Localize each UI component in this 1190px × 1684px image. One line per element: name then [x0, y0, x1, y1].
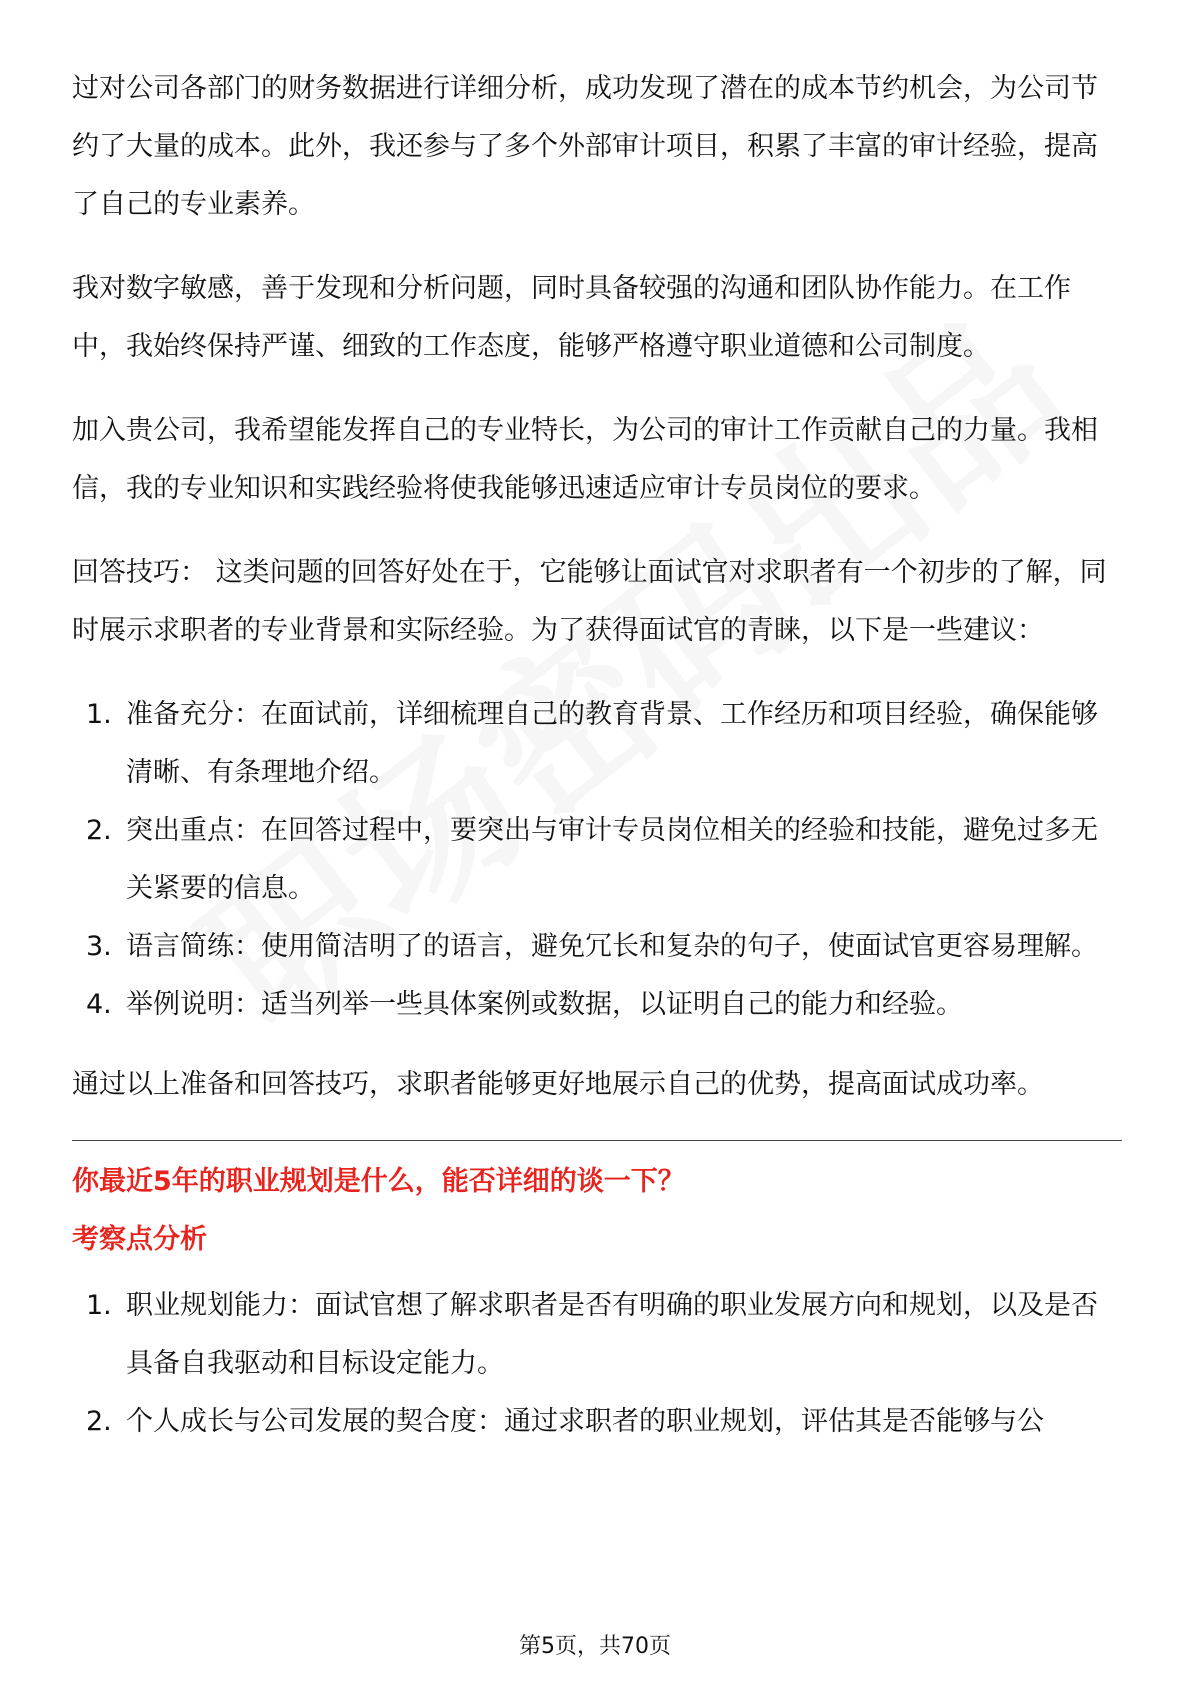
list-number: 2.: [86, 1406, 112, 1437]
list-number: 2.: [86, 815, 112, 846]
paragraph-answer-tips: 回答技巧： 这类问题的回答好处在于，它能够让面试官对求职者有一个初步的了解，同时展示求职者的专业背景和实际经验。为了获得面试官的青睐，以下是一些建议：: [72, 557, 1107, 646]
list-item-text: 职业规划能力：面试官想了解求职者是否有明确的职业发展方向和规划，以及是否具备自我驱动和目标设定能力。: [126, 1290, 1098, 1379]
question-heading: 你最近5年的职业规划是什么，能否详细的谈一下？: [72, 1166, 685, 1197]
analysis-heading: 考察点分析: [72, 1224, 207, 1255]
tips-list: [72, 686, 1122, 1034]
list-item: [72, 976, 1122, 1034]
list-item: [72, 918, 1122, 976]
list-number: 1.: [86, 1290, 112, 1321]
section-divider: [72, 1140, 1122, 1141]
page-number: 第5页，共70页: [519, 1634, 671, 1659]
analysis-list: [72, 1277, 1122, 1451]
paragraph-experience: 过对公司各部门的财务数据进行详细分析，成功发现了潜在的成本节约机会，为公司节约了大量的成本。此外，我还参与了多个外部审计项目，积累了丰富的审计经验，提高了自己的专业素养。: [72, 73, 1098, 220]
list-item-text: 语言简练：使用简洁明了的语言，避免冗长和复杂的句子，使面试官更容易理解。: [126, 931, 1098, 962]
list-number: 1.: [86, 699, 112, 730]
list-item-text: 准备充分：在面试前，详细梳理自己的教育背景、工作经历和项目经验，确保能够清晰、有条理地介绍。: [126, 699, 1098, 788]
list-item-text: 个人成长与公司发展的契合度：通过求职者的职业规划，评估其是否能够与公: [126, 1406, 1044, 1437]
paragraph-goal: 加入贵公司，我希望能发挥自己的专业特长，为公司的审计工作贡献自己的力量。我相信，我的专业知识和实践经验将使我能够迅速适应审计专员岗位的要求。: [72, 415, 1098, 504]
list-item: [72, 1277, 1122, 1393]
list-item: [72, 1393, 1122, 1451]
list-item: [72, 686, 1122, 802]
list-number: 4.: [86, 989, 112, 1020]
list-number: 3.: [86, 931, 112, 962]
list-item-text: 突出重点：在回答过程中，要突出与审计专员岗位相关的经验和技能，避免过多无关紧要的信息。: [126, 815, 1098, 904]
page-content: [72, 60, 1122, 1473]
paragraph-conclusion: 通过以上准备和回答技巧，求职者能够更好地展示自己的优势，提高面试成功率。: [72, 1069, 1044, 1100]
list-item-text: 举例说明：适当列举一些具体案例或数据，以证明自己的能力和经验。: [126, 989, 963, 1020]
paragraph-skills: 我对数字敏感，善于发现和分析问题，同时具备较强的沟通和团队协作能力。在工作中，我始终保持严谨、细致的工作态度，能够严格遵守职业道德和公司制度。: [72, 273, 1071, 362]
list-item: [72, 802, 1122, 918]
